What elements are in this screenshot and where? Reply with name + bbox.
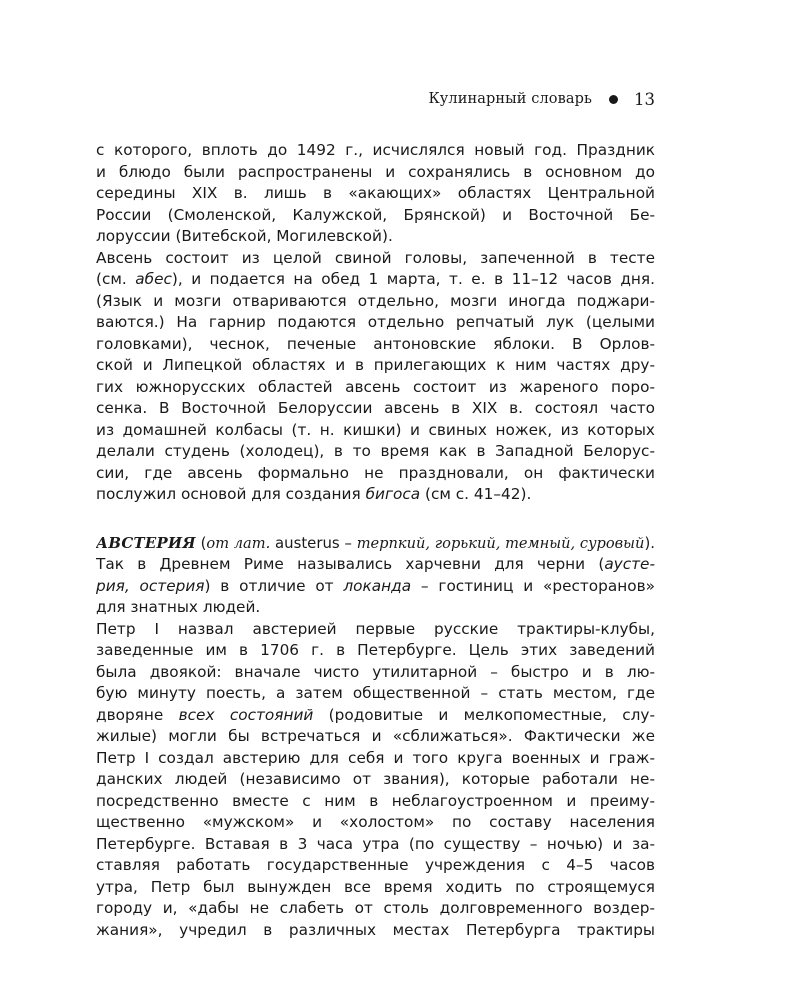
text-run: (см. — [96, 270, 136, 288]
text-run: ( — [195, 533, 207, 552]
text-line — [96, 269, 655, 291]
running-head-title: Кулинарный словарь — [428, 91, 592, 107]
etymology-note: от лат. — [206, 534, 271, 552]
bullet-dot-icon — [609, 95, 618, 104]
cross-reference: абес — [135, 270, 172, 288]
text-run: ). — [644, 533, 655, 552]
text-line: щественно «мужском» и «холостом» по составу населения — [96, 813, 655, 831]
text-line: городу и, «дабы не слабеть от столь долговременного воздер- — [96, 899, 655, 917]
text-line: лоруссии (Витебской, Могилевской). — [96, 227, 393, 245]
entry-spacer — [96, 506, 655, 533]
text-line: утра, Петр был вынужден все время ходить по строящемуся — [96, 877, 655, 896]
text-line: жилые) могли бы встречаться и «сближаться». Фактически же — [96, 727, 655, 745]
text-run: дворяне — [96, 705, 179, 724]
text-line: Петербурге. Вставая в 3 часа утра (по существу – ночью) и за- — [96, 834, 655, 853]
text-line: сенка. В Восточной Белоруссии авсень в XIX в. состоял часто — [96, 399, 655, 417]
text-line: Петр I создал австерию для себя и того круга военных и граж- — [96, 748, 655, 767]
text-line: (Язык и мозги отвариваются отдельно, мозги иногда поджари- — [96, 291, 655, 310]
term-italic: локанда — [343, 576, 412, 595]
text-line: сии, где авсень формально не праздновали, он фактически — [96, 463, 655, 482]
text-line — [96, 484, 655, 506]
text-line: гих южнорусских областей авсень состоит из жареного поро- — [96, 377, 655, 396]
body-text — [96, 140, 655, 941]
entry-heading-line — [96, 533, 655, 555]
text-line: из домашней колбасы (т. н. кишки) и свиных ножек, из которых — [96, 420, 655, 439]
text-line: была двоякой: вначале чисто утилитарной – быстро и в лю- — [96, 662, 655, 681]
text-run: – — [339, 533, 357, 552]
text-line: Петр I назвал австерией первые русские трактиры-клубы, — [96, 619, 655, 638]
text-line — [96, 705, 655, 727]
text-line: для знатных людей. — [96, 598, 261, 616]
text-run: – гостиниц и «ресторанов» — [411, 576, 655, 595]
term-italic: рия, остерия — [96, 576, 205, 595]
text-run: (родовитые и мелкопоместные, слу- — [313, 705, 655, 724]
text-run: Так в Древнем Риме назывались харчевни для черни ( — [96, 555, 605, 573]
text-run: ) в отличие от — [204, 576, 344, 595]
text-line: середины XIX в. лишь в «акающих» областях Центральной — [96, 184, 655, 202]
term-italic: аусте- — [604, 555, 655, 573]
text-line: бую минуту поесть, а затем общественной – стать местом, где — [96, 684, 655, 702]
text-run: послужил основой для создания — [96, 485, 366, 503]
text-line: делали студень (холодец), в то время как в Западной Белорус- — [96, 442, 655, 460]
text-run: ), и подается на обед 1 марта, т. е. в 11–12 часов дня. — [171, 270, 655, 288]
entry-headword: АВСТЕРИЯ — [96, 533, 196, 552]
cross-reference: бигоса — [365, 485, 421, 503]
etymology-meaning: терпкий, горький, темный, суровый — [356, 534, 645, 552]
text-line: с которого, вплоть до 1492 г., исчислялся новый год. Праздник — [96, 141, 655, 159]
text-line: данских людей (независимо от звания), которые работали не- — [96, 770, 655, 788]
text-line: ской и Липецкой областях и в прилегающих к ним частях дру- — [96, 356, 655, 374]
etymology-word: austerus — [270, 533, 340, 552]
text-line: России (Смоленской, Калужской, Брянской) и Восточной Бе- — [96, 205, 655, 224]
paragraph-avsen — [96, 248, 655, 506]
page-number: 13 — [634, 89, 655, 109]
text-line — [96, 576, 655, 598]
running-head — [96, 86, 655, 112]
text-line: и блюдо были распространены и сохранялись в основном до — [96, 162, 655, 181]
text-line: посредственно вместе с ним в неблагоустроенном и преиму- — [96, 791, 655, 810]
text-line: жания», учредил в различных местах Петербурга трактиры — [96, 920, 655, 939]
text-line: Авсень состоит из целой свиной головы, запеченной в тесте — [96, 248, 655, 267]
dictionary-entry-avsteriya — [96, 533, 655, 619]
text-line: головками), чеснок, печеные антоновские яблоки. В Орлов- — [96, 334, 655, 353]
paragraph-peter — [96, 619, 655, 942]
text-line: ставляя работать государственные учреждения с 4–5 часов — [96, 856, 655, 874]
text-run: (см с. 41–42). — [420, 485, 532, 503]
paragraph-continuation — [96, 140, 655, 248]
text-line: ваются.) На гарнир подаются отдельно репчатый лук (целыми — [96, 313, 655, 331]
term-italic: всех состояний — [178, 705, 314, 724]
text-line — [96, 554, 655, 576]
text-line: заведенные им в 1706 г. в Петербурге. Цель этих заведений — [96, 641, 655, 659]
